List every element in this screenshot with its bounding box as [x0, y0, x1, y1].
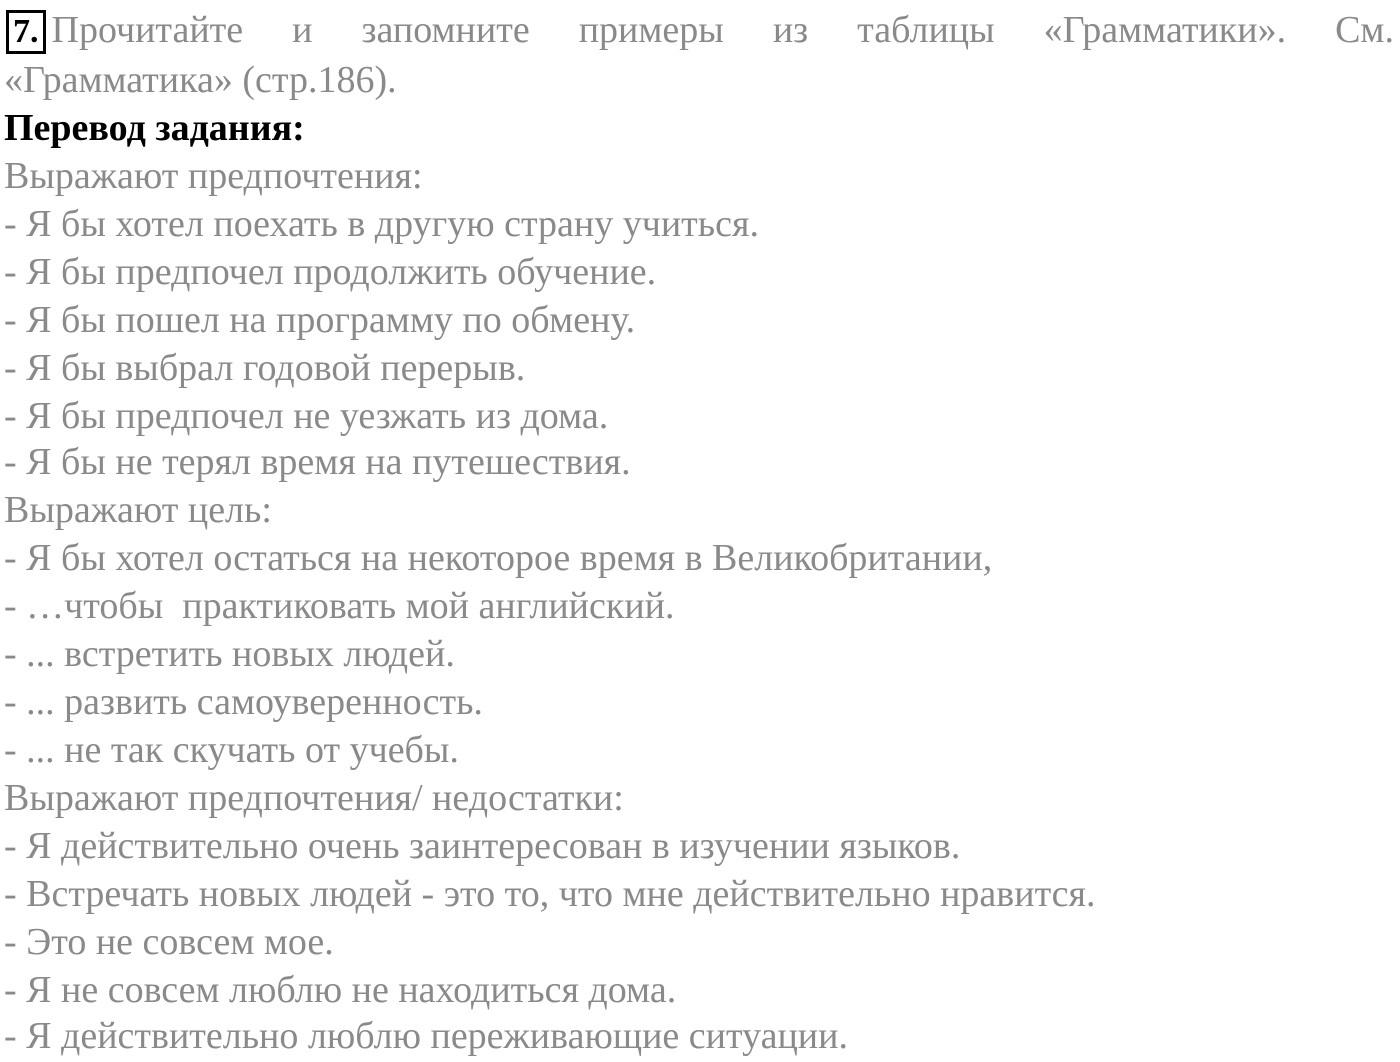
list-item: - ... встретить новых людей.: [4, 633, 455, 675]
list-item: - Встречать новых людей - это то, что мне действительно нравится.: [4, 873, 1096, 915]
task-word: и: [292, 9, 313, 51]
task-instruction-start: [6, 6, 243, 54]
task-word: таблицы: [857, 9, 995, 51]
list-item: - …чтобы практиковать мой английский.: [4, 585, 675, 627]
list-item: - ... развить самоуверенность.: [4, 681, 483, 723]
task-word: из: [772, 9, 809, 51]
task-word: «Грамматики».: [1043, 9, 1287, 51]
task-word: Прочитайте: [51, 9, 244, 51]
task-instruction-line-1: [6, 6, 1394, 54]
list-item: - Я бы предпочел не уезжать из дома.: [4, 395, 609, 437]
task-word: См.: [1335, 9, 1394, 51]
section-heading-purpose: Выражают цель:: [4, 489, 272, 531]
task-word: запомните: [361, 9, 530, 51]
list-item: - Я бы выбрал годовой перерыв.: [4, 347, 526, 389]
task-number-box: 7.: [6, 10, 46, 54]
list-item: - Я действительно люблю переживающие ситуации.: [4, 1015, 848, 1057]
section-heading-drawbacks: Выражают предпочтения/ недостатки:: [4, 777, 624, 819]
translation-heading: Перевод задания:: [4, 107, 305, 149]
task-word: примеры: [578, 9, 724, 51]
section-heading-preferences: Выражают предпочтения:: [4, 155, 423, 197]
list-item: - Я бы хотел поехать в другую страну учиться.: [4, 203, 759, 245]
list-item: - Я действительно очень заинтересован в изучении языков.: [4, 825, 961, 867]
list-item: - Это не совсем мое.: [4, 921, 334, 963]
list-item: - Я не совсем люблю не находиться дома.: [4, 969, 677, 1011]
list-item: - Я бы не терял время на путешествия.: [4, 441, 631, 483]
list-item: - ... не так скучать от учебы.: [4, 729, 459, 771]
list-item: - Я бы хотел остаться на некоторое время в Великобритании,: [4, 537, 993, 579]
task-instruction-line-2: «Грамматика» (стр.186).: [4, 59, 397, 101]
list-item: - Я бы предпочел продолжить обучение.: [4, 251, 657, 293]
list-item: - Я бы пошел на программу по обмену.: [4, 299, 636, 341]
